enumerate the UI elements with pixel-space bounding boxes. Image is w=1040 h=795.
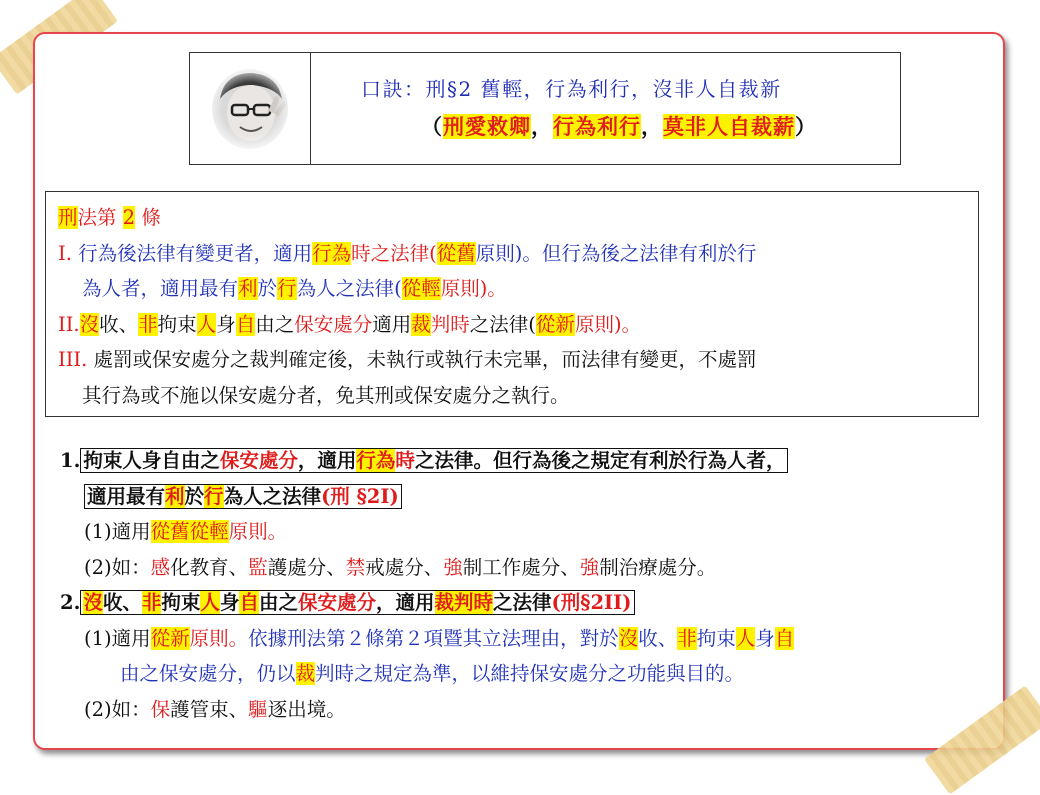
text: 之法律 xyxy=(493,591,552,614)
text: 時之法律( xyxy=(351,241,437,265)
text: 行為後法律有變更者，適用 xyxy=(71,241,313,265)
note-1-line-1 xyxy=(60,443,1000,479)
sub-number: (1) xyxy=(84,520,112,543)
highlight: 自 xyxy=(235,312,256,336)
highlight: 行 xyxy=(204,484,224,508)
paragraph-number: III. xyxy=(58,348,88,371)
highlight: 從 xyxy=(401,277,422,300)
text: 身 xyxy=(755,626,775,650)
highlight: 自 xyxy=(774,626,795,650)
title-char: 刑 xyxy=(58,206,78,229)
text: 拘束 xyxy=(161,591,201,614)
text: 護管束、 xyxy=(170,697,249,721)
note-1-sub-2 xyxy=(60,550,1000,586)
note-1-sub-1 xyxy=(60,514,1000,550)
text: 制治療處分。 xyxy=(599,555,717,579)
highlight: 從舊從輕 xyxy=(150,520,229,543)
sub-number: (2) xyxy=(84,697,112,721)
text: 之法律( xyxy=(469,312,536,336)
mnemonic-seg-3: 莫非人自裁薪 xyxy=(663,114,795,139)
text: 保安處分 xyxy=(297,591,376,614)
text: 身 xyxy=(216,312,236,336)
text: 拘束人身自由之 xyxy=(83,449,220,472)
mnemonic-box xyxy=(189,52,901,165)
text: ，適用 xyxy=(376,591,435,614)
paragraph-1-line-2 xyxy=(58,271,966,307)
highlight: 從 xyxy=(436,241,457,265)
text: 原則)。 xyxy=(440,277,507,300)
highlight: 行為 xyxy=(356,449,396,472)
highlight: 人 xyxy=(200,591,220,614)
text: 依據刑法第２條第２項暨其立法理由，對於 xyxy=(248,626,619,650)
highlight: 裁判時 xyxy=(434,591,494,614)
paragraph-number: II. xyxy=(58,312,80,336)
highlight: 裁 xyxy=(295,662,316,685)
text: 適用 xyxy=(111,520,151,543)
note-2 xyxy=(60,585,1000,621)
text: 保安處分 xyxy=(294,312,373,336)
paragraph-3-line-2 xyxy=(58,378,966,414)
article-title xyxy=(58,200,966,236)
highlight: 裁 xyxy=(411,312,431,336)
highlight: 從 xyxy=(535,312,556,336)
highlight: 行為 xyxy=(312,241,352,265)
paren-open: （ xyxy=(421,114,443,139)
highlight: 非 xyxy=(138,312,158,336)
text: 護處分、 xyxy=(267,555,346,579)
text: 原則)。 xyxy=(574,312,642,336)
text: 如： xyxy=(111,555,151,579)
text: 其行為或不施以保安處分者，免其刑或保安處分之執行。 xyxy=(82,383,570,407)
note-number: 1. xyxy=(60,449,81,472)
sub-number: (2) xyxy=(84,555,112,579)
note-2-sub-1-line-2 xyxy=(60,656,1000,692)
paragraph-3-line-1 xyxy=(58,342,966,378)
mnemonic-line-2 xyxy=(361,111,900,141)
text: 適用 xyxy=(111,626,151,650)
title-number: 2 xyxy=(122,206,136,229)
text: 為人者，適用最有 xyxy=(82,277,239,300)
mnemonic-seg-2: 行為利行 xyxy=(553,114,641,139)
paragraph-1-line-1 xyxy=(58,236,966,272)
text: 保 xyxy=(150,697,171,721)
note-2-sub-2 xyxy=(60,692,1000,728)
mnemonic-text: 刑§2 舊輕，行為利行，沒非人自裁新 xyxy=(425,77,782,101)
text: 收、 xyxy=(99,312,139,336)
highlight: 自 xyxy=(239,591,259,614)
highlight: 人 xyxy=(196,312,217,336)
mnemonic-seg-1: 刑愛救卿 xyxy=(443,114,531,139)
text: 為人之法律( xyxy=(296,277,402,300)
text: 判時之規定為準，以維持保安處分之功能與目的。 xyxy=(315,662,745,685)
text: 之法律。但行為後之規定有利於行為人者， xyxy=(414,449,786,472)
text: 禁 xyxy=(345,555,366,579)
text: 保安處分 xyxy=(219,449,298,472)
citation: (刑§2II) xyxy=(551,591,632,614)
highlight: 沒 xyxy=(79,312,100,336)
citation: (刑 §2I) xyxy=(321,484,399,508)
author-photo xyxy=(190,53,311,164)
highlight: 非 xyxy=(677,626,697,650)
text: 戒處分、 xyxy=(365,555,444,579)
text: 拘束 xyxy=(696,626,736,650)
highlight: 人 xyxy=(735,626,756,650)
paragraph-2 xyxy=(58,307,966,343)
text: 於 xyxy=(184,484,205,508)
highlight: 利 xyxy=(165,484,185,508)
note-1-line-2 xyxy=(60,479,1000,515)
highlight: 輕 xyxy=(421,277,441,300)
highlight: 沒 xyxy=(618,626,639,650)
highlight: 新 xyxy=(555,312,575,336)
text: 原則。 xyxy=(228,520,288,543)
text: 時 xyxy=(395,449,415,472)
article-box xyxy=(45,191,979,417)
text: 由之 xyxy=(255,312,295,336)
paragraph-number: I. xyxy=(58,241,72,265)
text: 身 xyxy=(219,591,240,614)
text: 驅 xyxy=(248,697,268,721)
text: 原則。 xyxy=(189,626,249,650)
comma: ， xyxy=(531,114,553,139)
text: 判時 xyxy=(430,312,470,336)
text: 由之 xyxy=(258,591,298,614)
note-number: 2. xyxy=(60,591,81,614)
text: 收、 xyxy=(638,626,678,650)
avatar-sketch-icon xyxy=(204,65,296,153)
comma: ， xyxy=(641,114,663,139)
text: 逐出境。 xyxy=(267,697,346,721)
highlight: 非 xyxy=(141,591,162,614)
text: 由之保安處分，仍以 xyxy=(120,662,296,685)
text: 原則)。但行為後之法律有利於行 xyxy=(475,241,757,265)
text: 制工作處分、 xyxy=(462,555,580,579)
paren-close: ） xyxy=(795,114,817,139)
text: 收、 xyxy=(102,591,142,614)
text: 強 xyxy=(579,555,600,579)
text: 化教育、 xyxy=(170,555,249,579)
highlight: 沒 xyxy=(83,591,103,614)
text: 適用最有 xyxy=(87,484,166,508)
mnemonic-line-1 xyxy=(361,73,900,111)
text: 如： xyxy=(111,697,151,721)
text: 為人之法律 xyxy=(223,484,322,508)
title-text: 條 xyxy=(135,206,161,229)
text: ，適用 xyxy=(297,449,357,472)
text: 於 xyxy=(257,277,278,300)
text: 感 xyxy=(150,555,171,579)
mnemonic-prefix: 口訣： xyxy=(361,77,426,101)
highlight: 從新 xyxy=(150,626,190,650)
text: 適用 xyxy=(372,312,412,336)
sub-number: (1) xyxy=(84,626,112,650)
highlight: 利 xyxy=(238,277,258,300)
text: 監 xyxy=(248,555,268,579)
highlight: 舊 xyxy=(456,241,476,265)
title-text: 法第 xyxy=(77,206,123,229)
text: 拘束 xyxy=(157,312,197,336)
highlight: 行 xyxy=(277,277,297,300)
notes-section xyxy=(60,443,1000,727)
text: 強 xyxy=(443,555,463,579)
note-2-sub-1-line-1 xyxy=(60,621,1000,657)
text: 處罰或保安處分之裁判確定後，未執行或執行未完畢，而法律有變更，不處罰 xyxy=(87,348,757,371)
